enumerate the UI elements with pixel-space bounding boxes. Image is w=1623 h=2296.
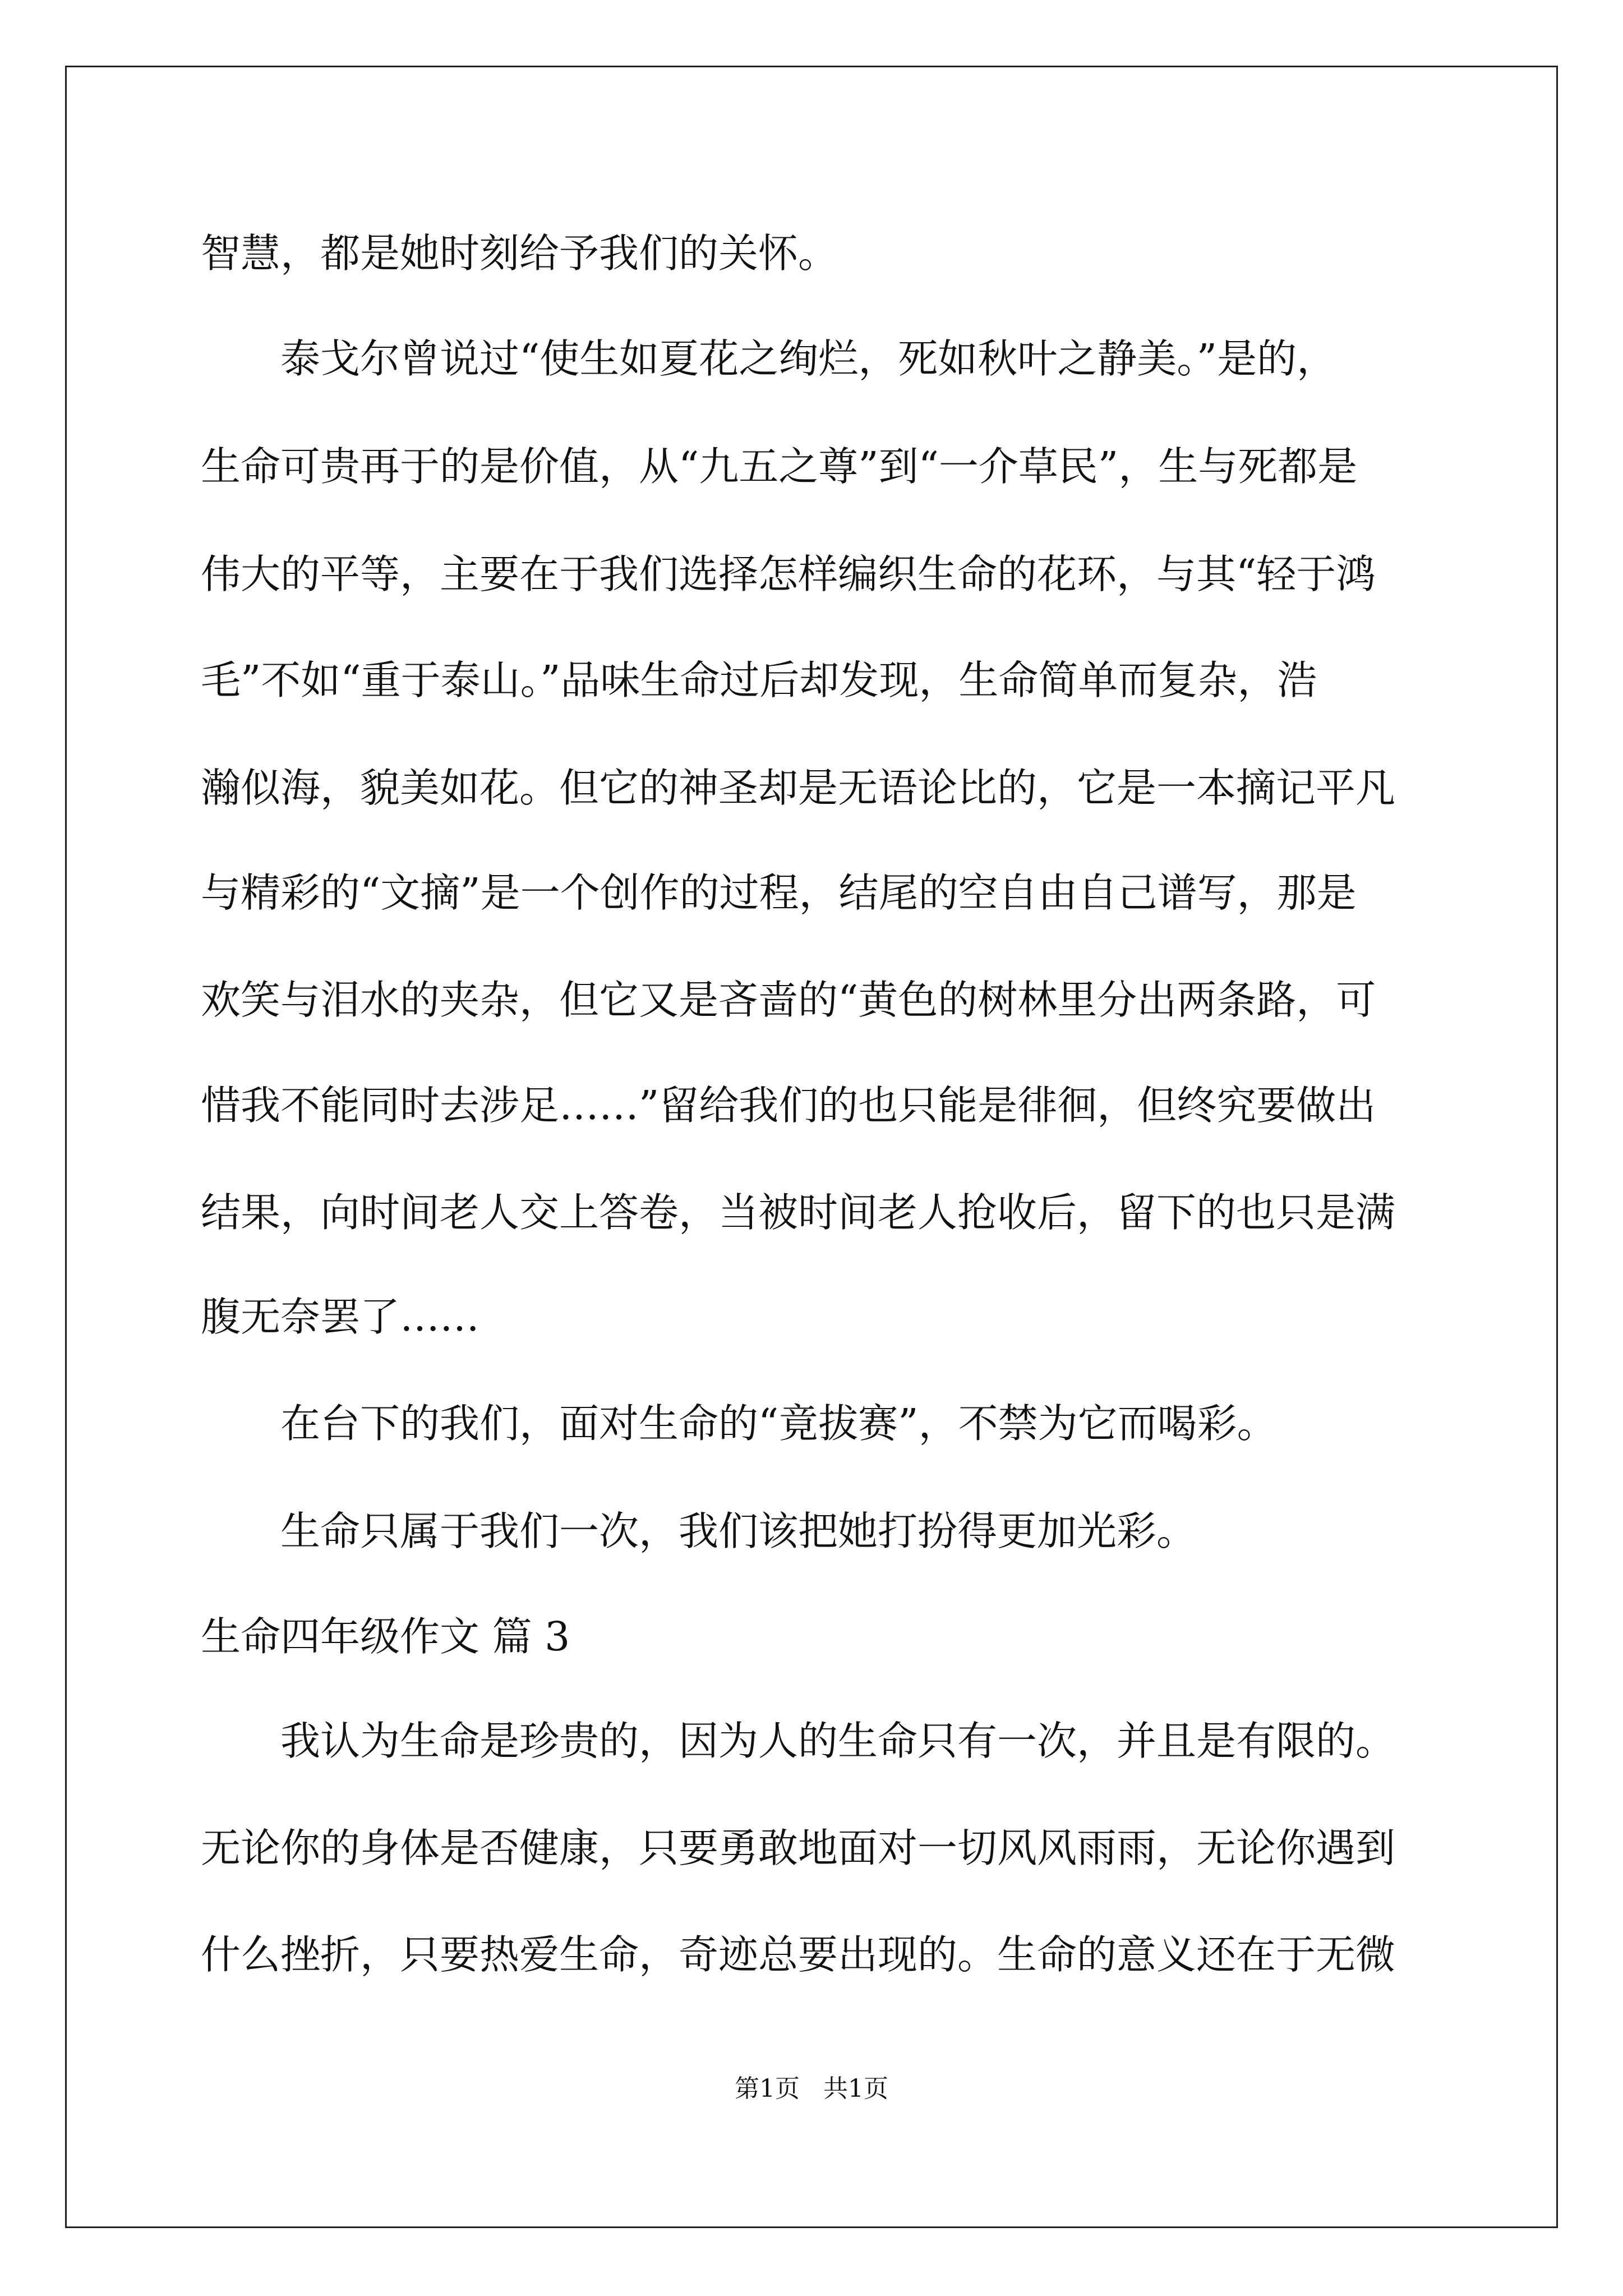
text-line: 结果，向时间老人交上答卷，当被时间老人抢收后，留下的也只是满 <box>201 1189 1396 1236</box>
text-line: 智慧，都是她时刻给予我们的关怀。 <box>201 230 838 277</box>
text-line: 伟大的平等，主要在于我们选择怎样编织生命的花环，与其“轻于鸿 <box>201 551 1376 597</box>
text-line: 瀚似海，貌美如花。但它的神圣却是无语论比的，它是一本摘记平凡 <box>201 765 1396 811</box>
text-line: 毛”不如“重于泰山。”品味生命过后却发现，生命简单而复杂，浩 <box>201 657 1317 703</box>
page-number-footer: 第1页 共1页 <box>735 2074 888 2103</box>
paragraph-start-line: 生命只属于我们一次，我们该把她打扮得更加光彩。 <box>280 1508 1197 1554</box>
page-frame <box>65 66 1558 2228</box>
text-line: 生命可贵再于的是价值，从“九五之尊”到“一介草民”，生与死都是 <box>201 443 1358 490</box>
text-line: 腹无奈罢了…… <box>201 1294 480 1340</box>
text-line: 惜我不能同时去涉足……”留给我们的也只能是徘徊，但终究要做出 <box>201 1082 1376 1129</box>
text-line: 欢笑与泪水的夹杂，但它又是吝啬的“黄色的树林里分出两条路，可 <box>201 977 1376 1023</box>
paragraph-start-line: 在台下的我们，面对生命的“竟拔赛”，不禁为它而喝彩。 <box>280 1400 1277 1447</box>
text-line: 什么挫折，只要热爱生命，奇迹总要出现的。生命的意义还在于无微 <box>201 1931 1396 1978</box>
paragraph-start-line: 我认为生命是珍贵的，因为人的生命只有一次，并且是有限的。 <box>280 1718 1396 1764</box>
text-line: 与精彩的“文摘”是一个创作的过程，结尾的空自由自己谱写，那是 <box>201 869 1357 916</box>
paragraph-start-line: 泰戈尔曾说过“使生如夏花之绚烂，死如秋叶之静美。”是的， <box>280 335 1337 382</box>
section-heading: 生命四年级作文 篇 3 <box>201 1613 570 1660</box>
text-line: 无论你的身体是否健康，只要勇敢地面对一切风风雨雨，无论你遇到 <box>201 1825 1396 1871</box>
